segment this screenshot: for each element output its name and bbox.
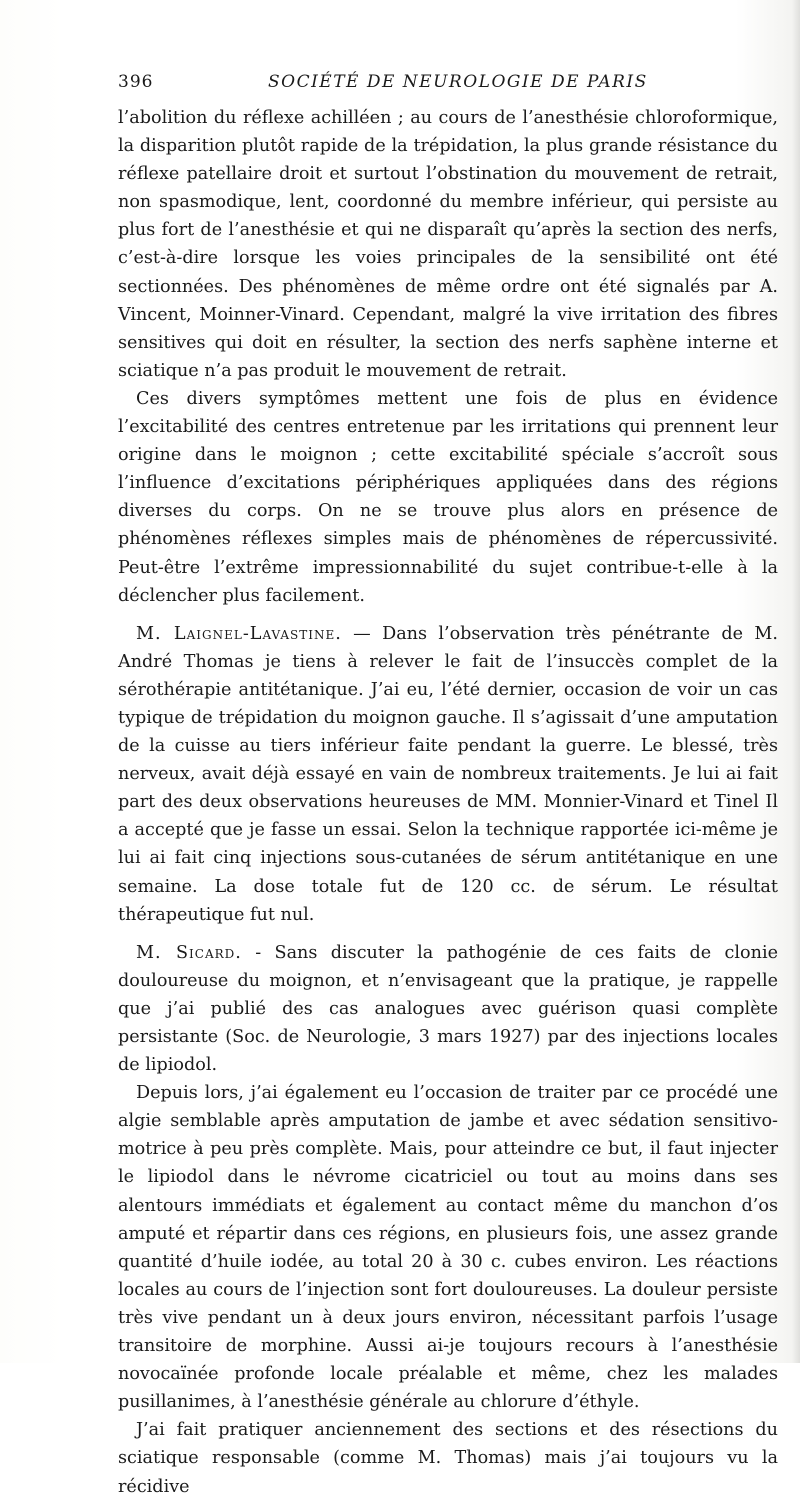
speaker-name: M. Sicard. [136, 942, 242, 963]
paragraph-5: Depuis lors, j’ai également eu l’occasion de traiter par ce procédé une algie semblable après amputation de jambe et avec sédation sensitivo-motrice à peu près complète. Mais, pour atteindre ce but, il faut injecter le lipiodol dans le névrome cicatriciel ou tout au moins dans ses alentours immédiats et également au contact même du manchon d’os amputé et répartir dans ces régions, en plusieurs fois, une assez grande quantité d’huile iodée, au total 20 à 30 c. cubes environ. Les réactions locales au cours de l’injection sont fort douloureuses. La douleur persiste très vive pendant un à deux jours environ, nécessitant parfois l’usage transitoire de morphine. Aussi ai-je toujours recours à l’anesthésie novocaïnée profonde locale préalable et même, chez les malades pusillanimes, à l’anesthésie générale au chlorure d’éthyle. [118, 1083, 778, 1413]
paragraph-6: J’ai fait pratiquer anciennement des sections et des résections du sciatique responsable (comme M. Thomas) mais j’ai toujours vu la récidive [118, 1420, 778, 1497]
running-head: SOCIÉTÉ DE NEUROLOGIE DE PARIS [268, 72, 648, 92]
speaker-name: M. Laignel-Lavastine. [136, 623, 342, 644]
paragraph-laignel-lavastine [118, 620, 778, 929]
page-number: 396 [118, 72, 154, 92]
paragraph-sicard [118, 939, 778, 1079]
paragraph-1: l’abolition du réflexe achilléen ; au cours de l’anesthésie chloroformique, la disparition plutôt rapide de la trépidation, la plus grande résistance du réflexe patellaire droit et surtout l’obstination du mouvement de retrait, non spasmodique, lent, coordonné du membre inférieur, qui persiste au plus fort de l’anesthésie et qui ne disparaît qu’après la section des nerfs, c’est-à-dire lorsque les voies principales de la sensibilité ont été sectionnées. Des phénomènes de même ordre ont été signalés par A. Vincent, Moinner-Vinard. Cependant, malgré la vive irritation des fibres sensitives qui doit en résulter, la section des nerfs saphène interne et sciatique n’a pas produit le mouvement de retrait. [118, 108, 778, 381]
page-header [118, 72, 778, 98]
page-edge-shadow [792, 0, 800, 1363]
paragraph-text: — Dans l’observation très pénétrante de M. André Thomas je tiens à relever le fait de l’insuccès complet de la sérothérapie antitétanique. J’ai eu, l’été dernier, occasion de voir un cas typique de trépidation du moignon gauche. Il s’agissait d’une amputation de la cuisse au tiers inférieur faite pendant la guerre. Le blessé, très nerveux, avait déjà essayé en vain de nombreux traitements. Je lui ai fait part des deux observations heureuses de MM. Monnier-Vinard et Tinel Il a accepté que je fasse un essai. Selon la technique rapportée ici-même je lui ai fait cinq injections sous-cutanées de sérum antitétanique en une semaine. La dose totale fut de 120 cc. de sérum. Le résultat thérapeutique fut nul. [118, 623, 778, 925]
paragraph-text: - Sans discuter la pathogénie de ces faits de clonie douloureuse du moignon, et n’envisageant que la pratique, je rappelle que j’ai publié des cas analogues avec guérison quasi complète persistante (Soc. de Neurologie, 3 mars 1927) par des injections locales de lipiodol. [118, 942, 778, 1076]
paragraph-2: Ces divers symptômes mettent une fois de plus en évidence l’excitabilité des centres entretenue par les irritations qui prennent leur origine dans le moignon ; cette excitabilité spéciale s’accroît sous l’influence d’excitations périphériques appliquées dans des régions diverses du corps. On ne se trouve plus alors en présence de phénomènes réflexes simples mais de phénomènes de répercussivité. Peut-être l’extrême impressionnabilité du sujet contribue-t-elle à la déclencher plus facilement. [118, 388, 778, 606]
body-text [118, 104, 778, 1501]
